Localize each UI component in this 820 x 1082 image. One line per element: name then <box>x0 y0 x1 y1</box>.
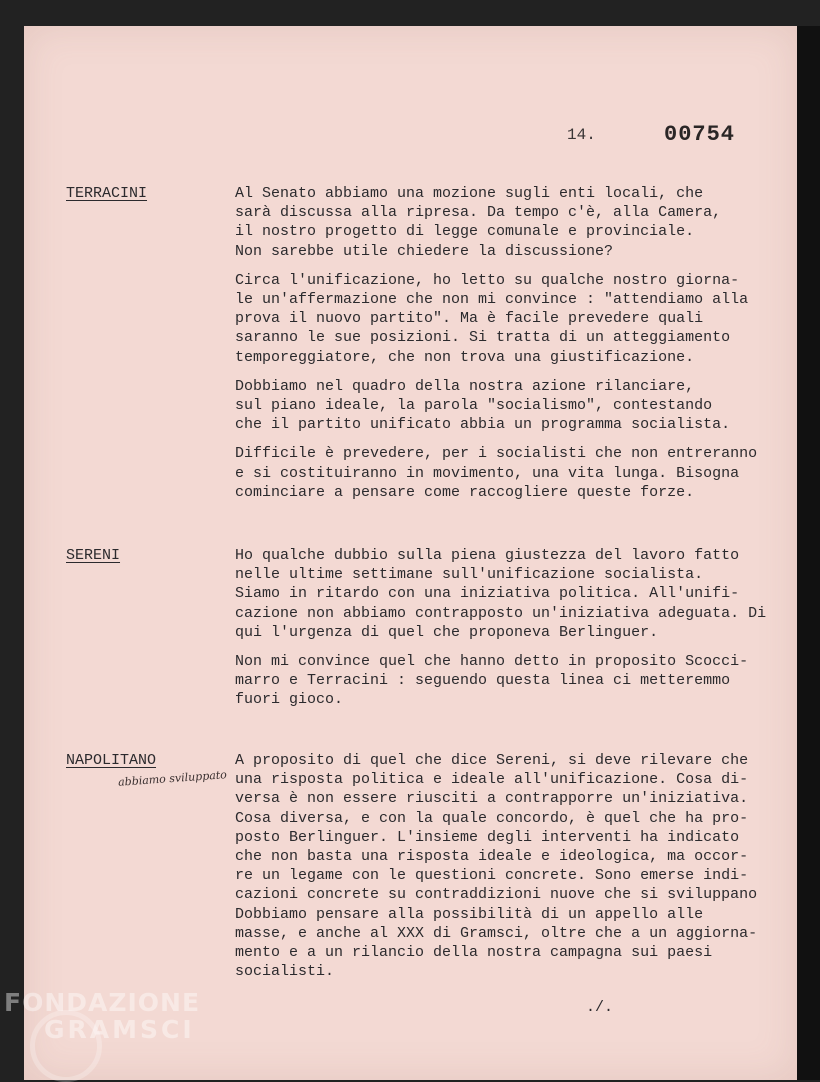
handwritten-note: abbiamo sviluppato <box>117 768 228 789</box>
paragraph: Dobbiamo nel quadro della nostra azione rilanciare, sul piano ideale, la parola "socialismo", contestando che il partito unificato abbia un programma socialista. <box>235 377 731 434</box>
document-code: 00754 <box>664 122 736 147</box>
paragraph: Difficile è prevedere, per i socialisti che non entreranno e si costituiranno in movimento, una vita lunga. Bisogna cominciare a pensare come raccogliere queste forze. <box>235 445 758 501</box>
watermark <box>4 990 200 1042</box>
speaker-sereni: SERENI <box>66 547 121 564</box>
speaker-terracini: TERRACINI <box>66 185 148 202</box>
document-page <box>24 26 797 1080</box>
speech-napolitano <box>235 751 795 991</box>
paragraph: Al Senato abbiamo una mozione sugli enti locali, che sarà discussa alla ripresa. Da tempo c'è, alla Camera, il nostro progetto di legge comunale e provinciale. Non sarebbe utile chiedere la discussione? <box>235 185 722 260</box>
page-number: 14. <box>567 126 596 144</box>
scan-edge <box>797 26 820 1080</box>
watermark-line2: GRAMSCI <box>44 1015 195 1044</box>
speech-terracini <box>235 184 795 512</box>
speaker-napolitano: NAPOLITANO <box>66 752 157 769</box>
paragraph: A proposito di quel che dice Sereni, si deve rilevare che una risposta politica e ideale all'unificazione. Cosa di- versa è non essere riusciti a contrapporre un'iniziativa. Cosa diversa, e con la quale concordo, è quel che ha pro- posto Berlinguer. L'insieme degli interventi ha indicato che non basta una risposta ideale e ideologica, ma occor- re un legame con le questioni concrete. Sono emerse indi- cazioni concrete su contraddizioni nuove che si sviluppano Dobbiamo pensare alla possibilità di un appello alle masse, e anche al XXX di Gramsci, oltre che a un aggiorna- mento e a un rilancio della nostra campagna sui paesi socialisti. <box>235 752 758 981</box>
speech-sereni <box>235 546 795 720</box>
watermark-line1: FONDAZIONE <box>4 988 201 1017</box>
paragraph: Circa l'unificazione, ho letto su qualche nostro giorna- le un'affermazione che non mi convince : "attendiamo alla prova il nuovo partito". Ma è facile prevedere quali saranno le sue posizioni. Si tratta di un atteggiamento temporeggiatore, che non trova una giustificazione. <box>235 271 749 366</box>
continuation-mark: ./. <box>586 999 614 1016</box>
paragraph: Non mi convince quel che hanno detto in proposito Scocci- marro e Terracini : seguendo questa linea ci metteremmo fuori gioco. <box>235 653 749 709</box>
paragraph: Ho qualche dubbio sulla piena giustezza del lavoro fatto nelle ultime settimane sull'unificazione socialista. Siamo in ritardo con una iniziativa politica. All'unifi- cazione non abbiamo contrapposto un'iniziativa adeguata. Di qui l'urgenza di quel che proponeva Berlinguer. <box>235 547 767 641</box>
